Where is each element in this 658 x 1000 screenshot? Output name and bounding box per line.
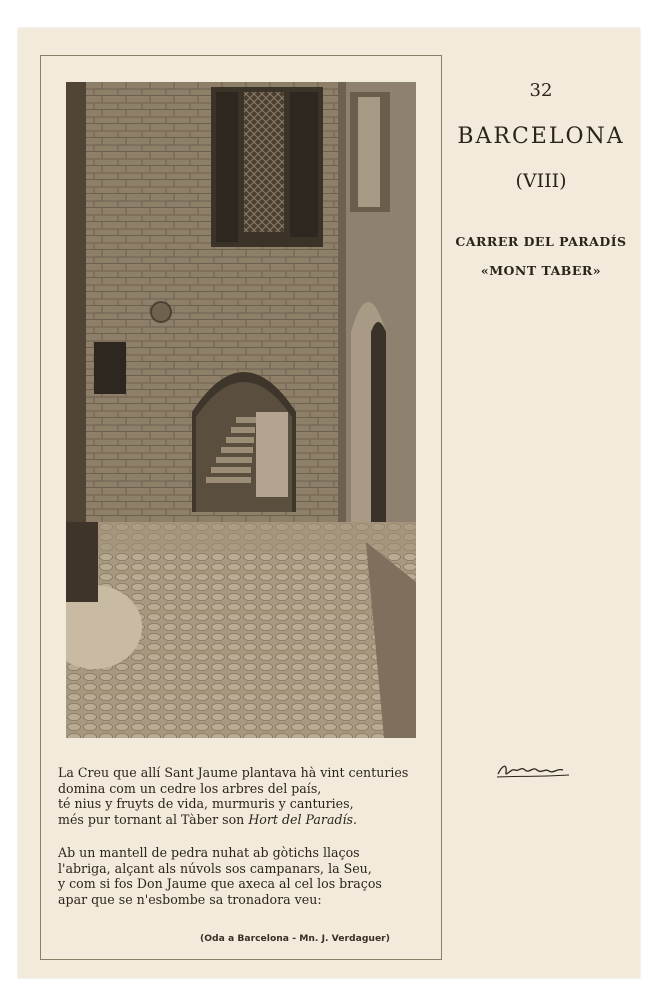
poem-stanza-2: [58, 845, 438, 907]
poem-italic-phrase: Hort del Paradís.: [248, 811, 358, 827]
street-name: CARRER DEL PARADÍS: [455, 234, 627, 249]
poem-line: domina com un cedre los arbres del país,: [58, 780, 322, 796]
poem-line: y com si fos Don Jaume que axeca al cel los braços: [58, 876, 382, 891]
poem-line: [58, 812, 438, 828]
poem-credit: (Oda a Barcelona - Mn. J. Verdaguer): [200, 933, 390, 944]
city-title: BARCELONA: [457, 124, 625, 149]
poem-line: La Creu que allí Sant Jaume plantava hà vint centuries: [58, 765, 409, 780]
card-number: 32: [529, 80, 553, 101]
poem-stanza-1: [58, 765, 438, 827]
poem: [58, 765, 438, 925]
place-subtitle: «MONT TABER»: [480, 263, 602, 278]
volume-label: (VIII): [515, 170, 567, 192]
signature-icon: [495, 760, 571, 782]
poem-line: Ab un mantell de pedra nuhat ab gòtichs llaços: [58, 845, 360, 860]
street-photograph: [66, 82, 416, 738]
poem-line: apar que se n'esbombe sa tronadora veu:: [58, 891, 322, 907]
poem-line-text: més pur tornant al Tàber son: [58, 811, 245, 827]
poem-line: l'abriga, alçant als núvols sos campanars, la Seu,: [58, 860, 372, 876]
poem-line: té nius y fruyts de vida, murmuris y canturies,: [58, 796, 354, 811]
